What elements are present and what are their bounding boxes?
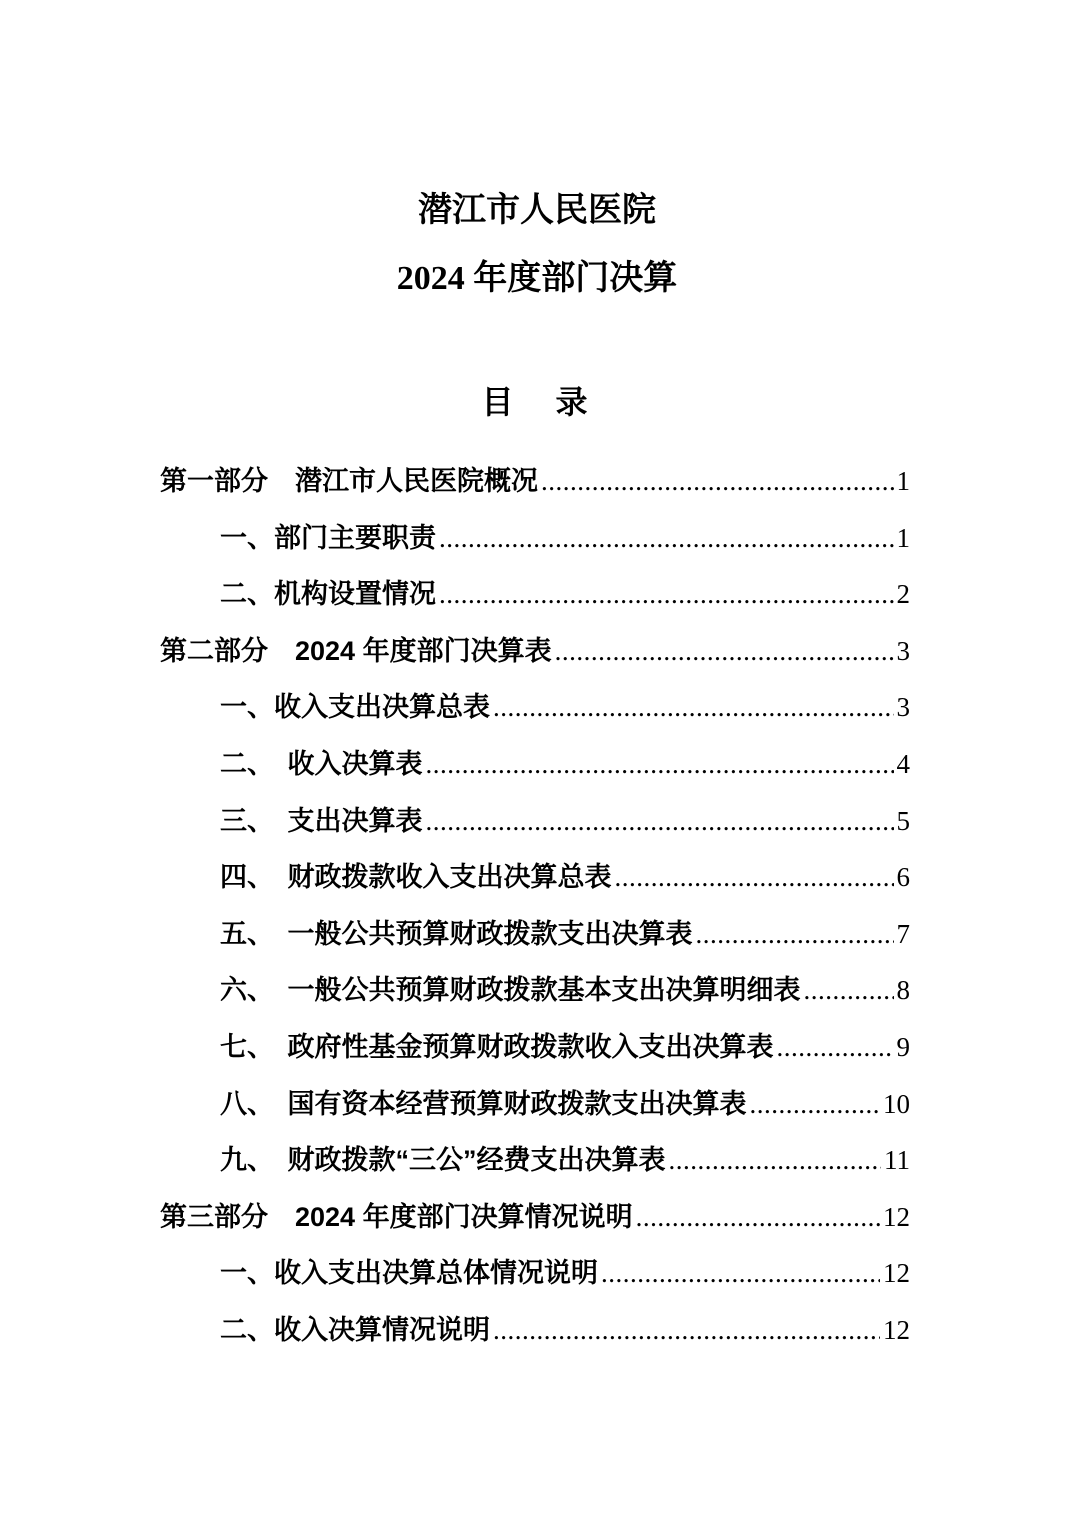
- toc-entry[interactable]: [160, 736, 910, 793]
- toc-dot-leader: [804, 962, 894, 1019]
- toc-page-number: 4: [896, 748, 910, 779]
- toc-page-number: 1: [896, 522, 910, 553]
- toc-page-number: 2: [896, 579, 910, 610]
- toc-page-number: 7: [896, 918, 910, 949]
- toc-page-number: 12: [883, 1314, 910, 1345]
- toc-dot-leader: [493, 679, 894, 736]
- toc-dot-leader: [439, 510, 894, 567]
- toc-page-number: 3: [896, 692, 910, 723]
- toc-entry-label: 七、 政府性基金预算财政拨款收入支出决算表: [220, 1031, 774, 1062]
- toc-entry[interactable]: [160, 1302, 910, 1359]
- document-title-line2: 2024 年度部门决算: [396, 260, 678, 297]
- toc-page-number: 8: [896, 975, 910, 1006]
- document-title-line1: 潜江市人民医院: [418, 192, 656, 229]
- toc-page-number: 12: [883, 1258, 910, 1289]
- toc-entry[interactable]: [160, 453, 910, 510]
- toc-page-number: 9: [896, 1031, 910, 1062]
- toc-entry[interactable]: [160, 906, 910, 963]
- toc-entry-label: 四、 财政拨款收入支出决算总表: [220, 862, 612, 893]
- toc-entry-label: 一、部门主要职责: [220, 522, 436, 553]
- toc-entry-label: 二、收入决算情况说明: [220, 1314, 490, 1345]
- toc-entry[interactable]: [160, 679, 910, 736]
- toc-entry-label: 五、 一般公共预算财政拨款支出决算表: [220, 918, 693, 949]
- toc-entry[interactable]: [160, 566, 910, 623]
- toc-page-number: 10: [883, 1088, 910, 1119]
- toc-entry[interactable]: [160, 1132, 910, 1189]
- toc-page-number: 6: [896, 862, 910, 893]
- toc-entry-label: 二、机构设置情况: [220, 579, 436, 610]
- toc-dot-leader: [555, 623, 894, 680]
- toc-dot-leader: [541, 453, 894, 510]
- toc-entry[interactable]: [160, 623, 910, 680]
- toc-entry-label: 第一部分 潜江市人民医院概况: [160, 466, 538, 496]
- toc-heading: 目 录: [481, 384, 593, 420]
- toc-entry-label: 三、 支出决算表: [220, 805, 423, 836]
- toc-entry-label: 八、 国有资本经营预算财政拨款支出决算表: [220, 1088, 747, 1119]
- toc-dot-leader: [601, 1245, 880, 1302]
- toc-entry[interactable]: [160, 1189, 910, 1246]
- toc-dot-leader: [426, 736, 894, 793]
- toc-entry-label: 第二部分 2024 年度部门决算表: [160, 635, 552, 666]
- toc-page-number: 1: [896, 466, 910, 496]
- toc-page-number: 3: [896, 635, 910, 666]
- toc-dot-leader: [750, 1076, 881, 1133]
- toc-dot-leader: [777, 1019, 894, 1076]
- toc-dot-leader: [426, 793, 894, 850]
- toc-dot-leader: [615, 849, 894, 906]
- toc-entry[interactable]: [160, 962, 910, 1019]
- toc-list: [160, 453, 910, 1359]
- toc-entry[interactable]: [160, 793, 910, 850]
- toc-entry[interactable]: [160, 1019, 910, 1076]
- toc-entry-label: 一、收入支出决算总体情况说明: [220, 1258, 598, 1289]
- toc-dot-leader: [669, 1132, 882, 1189]
- toc-entry-label: 九、 财政拨款“三公”经费支出决算表: [220, 1145, 666, 1176]
- toc-dot-leader: [493, 1302, 880, 1359]
- toc-entry[interactable]: [160, 1076, 910, 1133]
- toc-entry-label: 二、 收入决算表: [220, 748, 423, 779]
- toc-page-number: 5: [896, 805, 910, 836]
- toc-entry[interactable]: [160, 1245, 910, 1302]
- toc-entry-label: 第三部分 2024 年度部门决算情况说明: [160, 1201, 633, 1232]
- toc-dot-leader: [439, 566, 894, 623]
- toc-entry-label: 六、 一般公共预算财政拨款基本支出决算明细表: [220, 975, 801, 1006]
- toc-entry[interactable]: [160, 510, 910, 567]
- toc-entry-label: 一、收入支出决算总表: [220, 692, 490, 723]
- toc-dot-leader: [696, 906, 894, 963]
- toc-page-number: 11: [884, 1145, 910, 1176]
- toc-entry[interactable]: [160, 849, 910, 906]
- toc-page-number: 12: [883, 1201, 910, 1232]
- toc-dot-leader: [636, 1189, 880, 1246]
